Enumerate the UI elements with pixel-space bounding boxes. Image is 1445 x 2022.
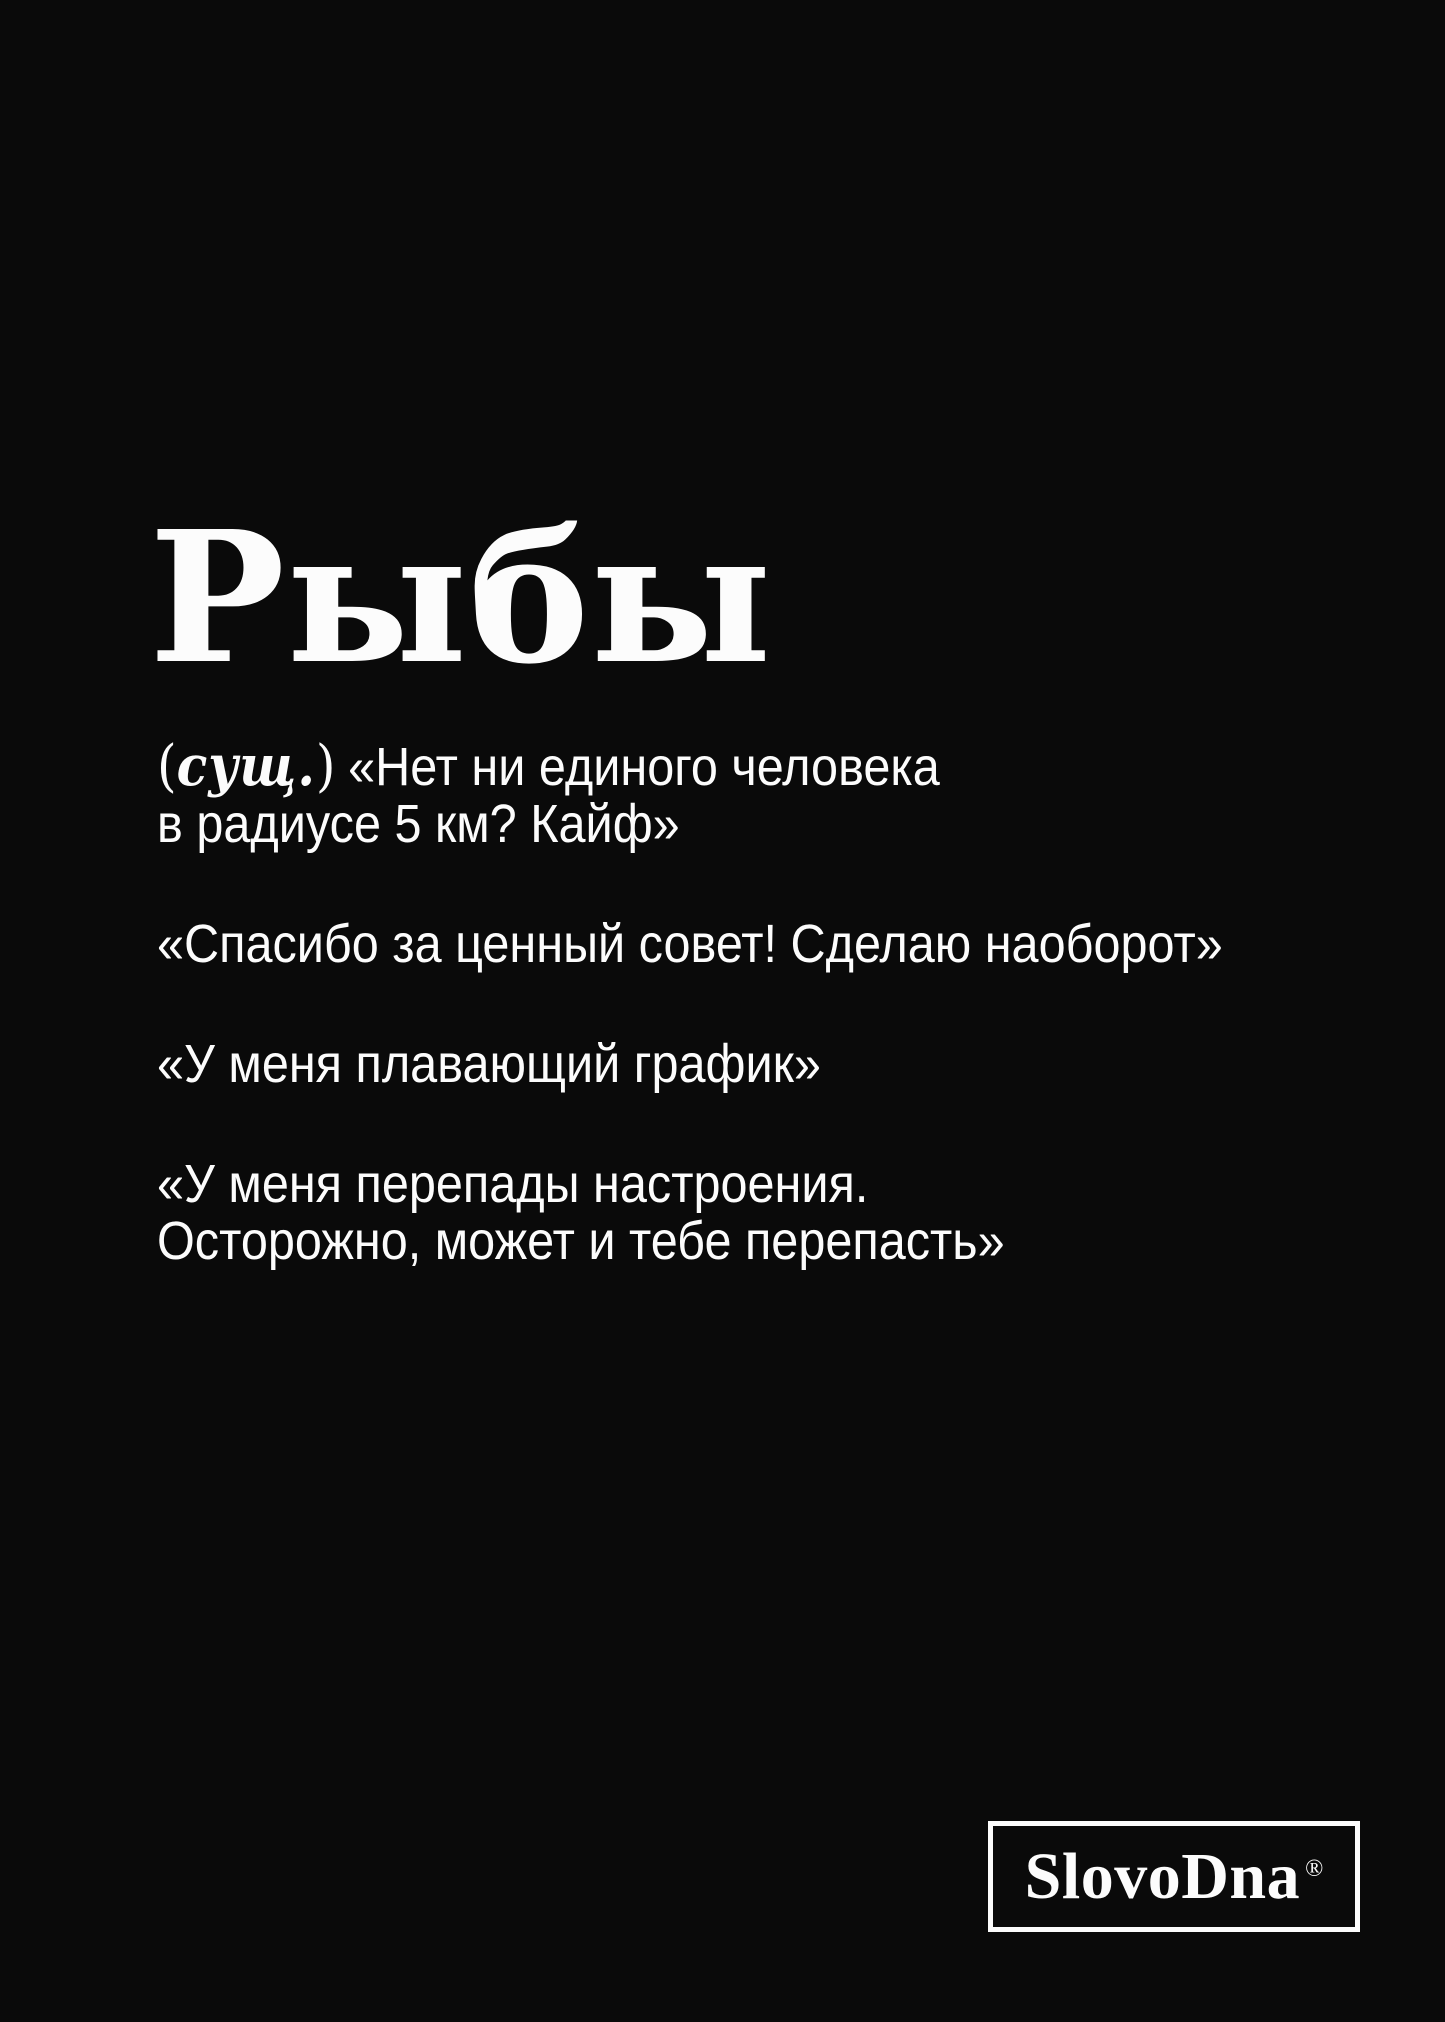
pos-close-paren: )	[315, 734, 336, 799]
pos-open-paren: (	[157, 734, 177, 799]
definition-block	[157, 733, 1341, 1271]
brand-badge	[988, 1821, 1360, 1932]
quote-line: «Спасибо за ценный совет! Сделаю наоборот»	[157, 914, 1223, 974]
quote-paragraph-3	[157, 1036, 1223, 1093]
quote-text: «Нет ни единого человека	[348, 737, 940, 797]
brand-name: SlovoDna	[1024, 1839, 1301, 1913]
pos-abbreviation: сущ.	[176, 733, 316, 799]
quote-line: в радиусе 5 км? Кайф»	[157, 794, 680, 854]
quote-paragraph-1	[157, 733, 1223, 854]
quote-line: «У меня перепады настроения.	[157, 1154, 869, 1214]
quote-line: «У меня плавающий график»	[157, 1034, 821, 1094]
quote-line	[157, 733, 1223, 799]
pos-label	[157, 734, 335, 799]
registered-trademark-icon: ®	[1305, 1856, 1324, 1882]
headword-title: Рыбы	[149, 491, 773, 704]
quote-paragraph-4	[157, 1156, 1223, 1270]
quote-paragraph-2	[157, 916, 1223, 973]
quote-line: Осторожно, может и тебе перепасть»	[157, 1211, 1005, 1271]
